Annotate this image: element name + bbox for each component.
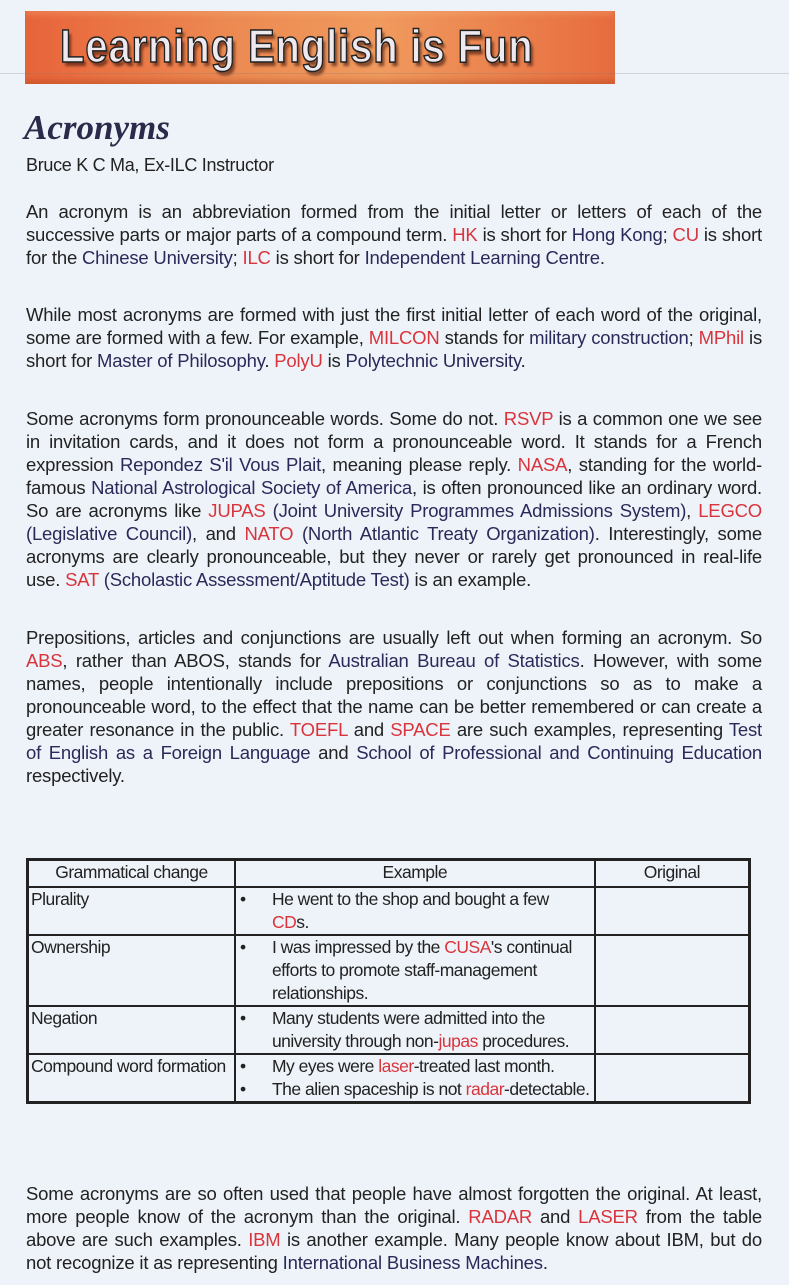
bullet-icon: • xyxy=(239,1079,246,1099)
acronym-highlight: TOEFL xyxy=(289,719,348,740)
text-run: Some acronyms form pronounceable words. Some do not. xyxy=(26,408,504,429)
cell-example xyxy=(235,887,595,935)
text-run: , and xyxy=(192,523,245,544)
text-run: procedures. xyxy=(477,1031,570,1051)
acronym-highlight: CD xyxy=(271,912,297,932)
acronym-expansion: (Scholastic Assessment/Aptitude Test) xyxy=(98,569,410,590)
text-run: ; xyxy=(232,247,243,268)
acronym-highlight: JUPAS xyxy=(208,500,266,521)
acronym-expansion: (North Atlantic Treaty Organization) xyxy=(293,523,595,544)
acronym-highlight: IBM xyxy=(248,1229,281,1250)
bullet-icon: • xyxy=(239,937,246,957)
acronym-expansion: Hong Kong xyxy=(571,224,663,245)
text-run: and xyxy=(532,1206,579,1227)
cell-original[interactable] xyxy=(595,1006,750,1054)
text-run: An acronym is an abbreviation formed from the initial letter or letters of each of the successive parts or major parts of a compound term. xyxy=(26,201,762,245)
acronym-expansion: Chinese University xyxy=(82,247,233,268)
acronym-highlight: SPACE xyxy=(390,719,451,740)
acronym-expansion: Master of Philosophy xyxy=(97,350,265,371)
text-run: , standing for the world-famous xyxy=(26,454,762,498)
text-run: s. xyxy=(296,912,309,932)
cell-grammatical-change: Ownership xyxy=(28,935,235,1006)
acronym-highlight: CUSA xyxy=(444,937,491,957)
banner-title: Learning English is Fun xyxy=(60,20,534,72)
acronym-expansion: Independent Learning Centre xyxy=(364,247,600,268)
example-item xyxy=(238,1055,592,1078)
acronym-highlight: MPhil xyxy=(698,327,744,348)
acronym-highlight: laser xyxy=(378,1056,414,1076)
acronym-expansion: (Joint University Programmes Admissions System) xyxy=(265,500,687,521)
text-run: is short for the xyxy=(26,224,762,268)
cell-original[interactable] xyxy=(595,935,750,1006)
cell-grammatical-change: Negation xyxy=(28,1006,235,1054)
text-run: Some acronyms are so often used that people have almost forgotten the original. At least, more people know of the acronym than the original. xyxy=(26,1183,762,1227)
text-run: , rather than ABOS, stands for xyxy=(62,650,329,671)
bullet-icon: • xyxy=(239,1056,246,1076)
acronym-highlight: CU xyxy=(672,224,699,245)
cell-grammatical-change: Plurality xyxy=(28,887,235,935)
acronym-expansion: School of Professional and Continuing Education xyxy=(356,742,762,763)
acronym-expansion: Australian Bureau of Statistics xyxy=(328,650,580,671)
example-item xyxy=(238,888,592,934)
acronym-expansion: Polytechnic University xyxy=(345,350,521,371)
acronym-highlight: PolyU xyxy=(274,350,323,371)
text-run: and xyxy=(347,719,391,740)
acronym-expansion: Test of English as a Foreign Language xyxy=(26,719,762,763)
text-run: . xyxy=(542,1252,548,1273)
text-run: ; xyxy=(662,224,673,245)
header-example: Example xyxy=(235,860,595,888)
acronym-highlight: NASA xyxy=(517,454,568,475)
text-run: . xyxy=(264,350,275,371)
acronym-highlight: SAT xyxy=(65,569,99,590)
text-run: is short for xyxy=(270,247,365,268)
text-run: While most acronyms are formed with just the first initial letter of each word of the original, some are formed with a few. For example, xyxy=(26,304,762,348)
acronym-highlight: LEGCO xyxy=(698,500,762,521)
text-run: from the table above are such examples. xyxy=(26,1206,762,1250)
acronym-highlight: jupas xyxy=(438,1031,478,1051)
text-run: . Interestingly, some acronyms are clearly pronounceable, but they never or rarely get pronounced in real-life use. xyxy=(26,523,762,590)
paragraph-initial-letters xyxy=(26,303,762,372)
acronym-highlight: ABS xyxy=(26,650,63,671)
paragraph-pronounceable xyxy=(26,407,762,591)
text-run: . xyxy=(520,350,526,371)
header-grammatical-change: Grammatical change xyxy=(28,860,235,888)
text-run: respectively. xyxy=(26,765,125,786)
paragraph-definition xyxy=(26,200,762,269)
acronym-expansion: National Astrological Society of America xyxy=(91,477,412,498)
text-run: , meaning please reply. xyxy=(321,454,518,475)
acronym-expansion: Repondez S'il Vous Plait xyxy=(120,454,322,475)
grammatical-change-table xyxy=(26,858,751,1104)
text-run: , xyxy=(686,500,699,521)
acronym-highlight: HK xyxy=(452,224,478,245)
cell-example xyxy=(235,1006,595,1054)
text-run: . xyxy=(599,247,605,268)
bullet-icon: • xyxy=(239,1008,246,1028)
example-item xyxy=(238,936,592,1005)
acronym-highlight: RADAR xyxy=(468,1206,533,1227)
text-run: . However, with some names, people intentionally include prepositions or conjunctions so as to make a pronounceable word, to the effect that the name can be better remembered or can create a greater resonance in the public. xyxy=(26,650,762,740)
text-run: My eyes were xyxy=(271,1056,379,1076)
text-run: He went to the shop and bought a few xyxy=(271,889,549,909)
text-run: is short for xyxy=(477,224,572,245)
text-run: is a common one we see in invitation cards, and it does not form a pronounceable word. It stands for a French expression xyxy=(26,408,763,475)
example-item xyxy=(238,1078,592,1101)
acronym-expansion: military construction xyxy=(529,327,689,348)
table-row xyxy=(28,1054,750,1103)
cell-grammatical-change: Compound word formation xyxy=(28,1054,235,1103)
example-item xyxy=(238,1007,592,1053)
text-run: is xyxy=(322,350,346,371)
table-body xyxy=(28,887,750,1103)
example-list xyxy=(238,1055,592,1101)
acronym-highlight: LASER xyxy=(578,1206,638,1227)
text-run: is short for xyxy=(26,327,762,371)
cell-original[interactable] xyxy=(595,887,750,935)
acronym-expansion: International Business Machines xyxy=(282,1252,543,1273)
acronym-expansion: (Legislative Council) xyxy=(26,523,193,544)
text-run: is an example. xyxy=(409,569,532,590)
example-list xyxy=(238,1007,592,1053)
text-run: Many students were admitted into the university through non- xyxy=(271,1008,545,1051)
text-run: -treated last month. xyxy=(413,1056,555,1076)
text-run: , is often pronounced like an ordinary word. So are acronyms like xyxy=(26,477,762,521)
text-run: -detectable. xyxy=(504,1079,590,1099)
text-run: 's continual efforts to promote staff-management relationships. xyxy=(271,937,572,1003)
paragraph-forgotten-originals xyxy=(26,1182,762,1274)
text-run: and xyxy=(310,742,357,763)
text-run: I was impressed by the xyxy=(271,937,445,957)
byline: Bruce K C Ma, Ex-ILC Instructor xyxy=(26,155,274,175)
text-run: is another example. Many people know about IBM, but do not recognize it as representing xyxy=(26,1229,762,1273)
table-row xyxy=(28,1006,750,1054)
cell-example xyxy=(235,935,595,1006)
table-row xyxy=(28,887,750,935)
article-title: Acronyms xyxy=(24,108,170,147)
example-list xyxy=(238,888,592,934)
scan-line xyxy=(0,73,789,74)
paragraph-prepositions xyxy=(26,626,762,787)
example-list xyxy=(238,936,592,1005)
table-header-row xyxy=(28,860,750,888)
table-row xyxy=(28,935,750,1006)
acronym-highlight: MILCON xyxy=(368,327,440,348)
cell-example xyxy=(235,1054,595,1103)
acronym-highlight: NATO xyxy=(244,523,294,544)
text-run: stands for xyxy=(439,327,530,348)
acronym-highlight: radar xyxy=(465,1079,505,1099)
cell-original[interactable] xyxy=(595,1054,750,1103)
text-run: ; xyxy=(688,327,699,348)
acronym-highlight: RSVP xyxy=(503,408,554,429)
text-run: The alien spaceship is not xyxy=(271,1079,466,1099)
text-run: Prepositions, articles and conjunctions are usually left out when forming an acronym. So xyxy=(26,627,762,648)
header-original: Original xyxy=(595,860,750,888)
acronym-highlight: ILC xyxy=(242,247,271,268)
text-run: are such examples, representing xyxy=(450,719,729,740)
bullet-icon: • xyxy=(239,889,246,909)
